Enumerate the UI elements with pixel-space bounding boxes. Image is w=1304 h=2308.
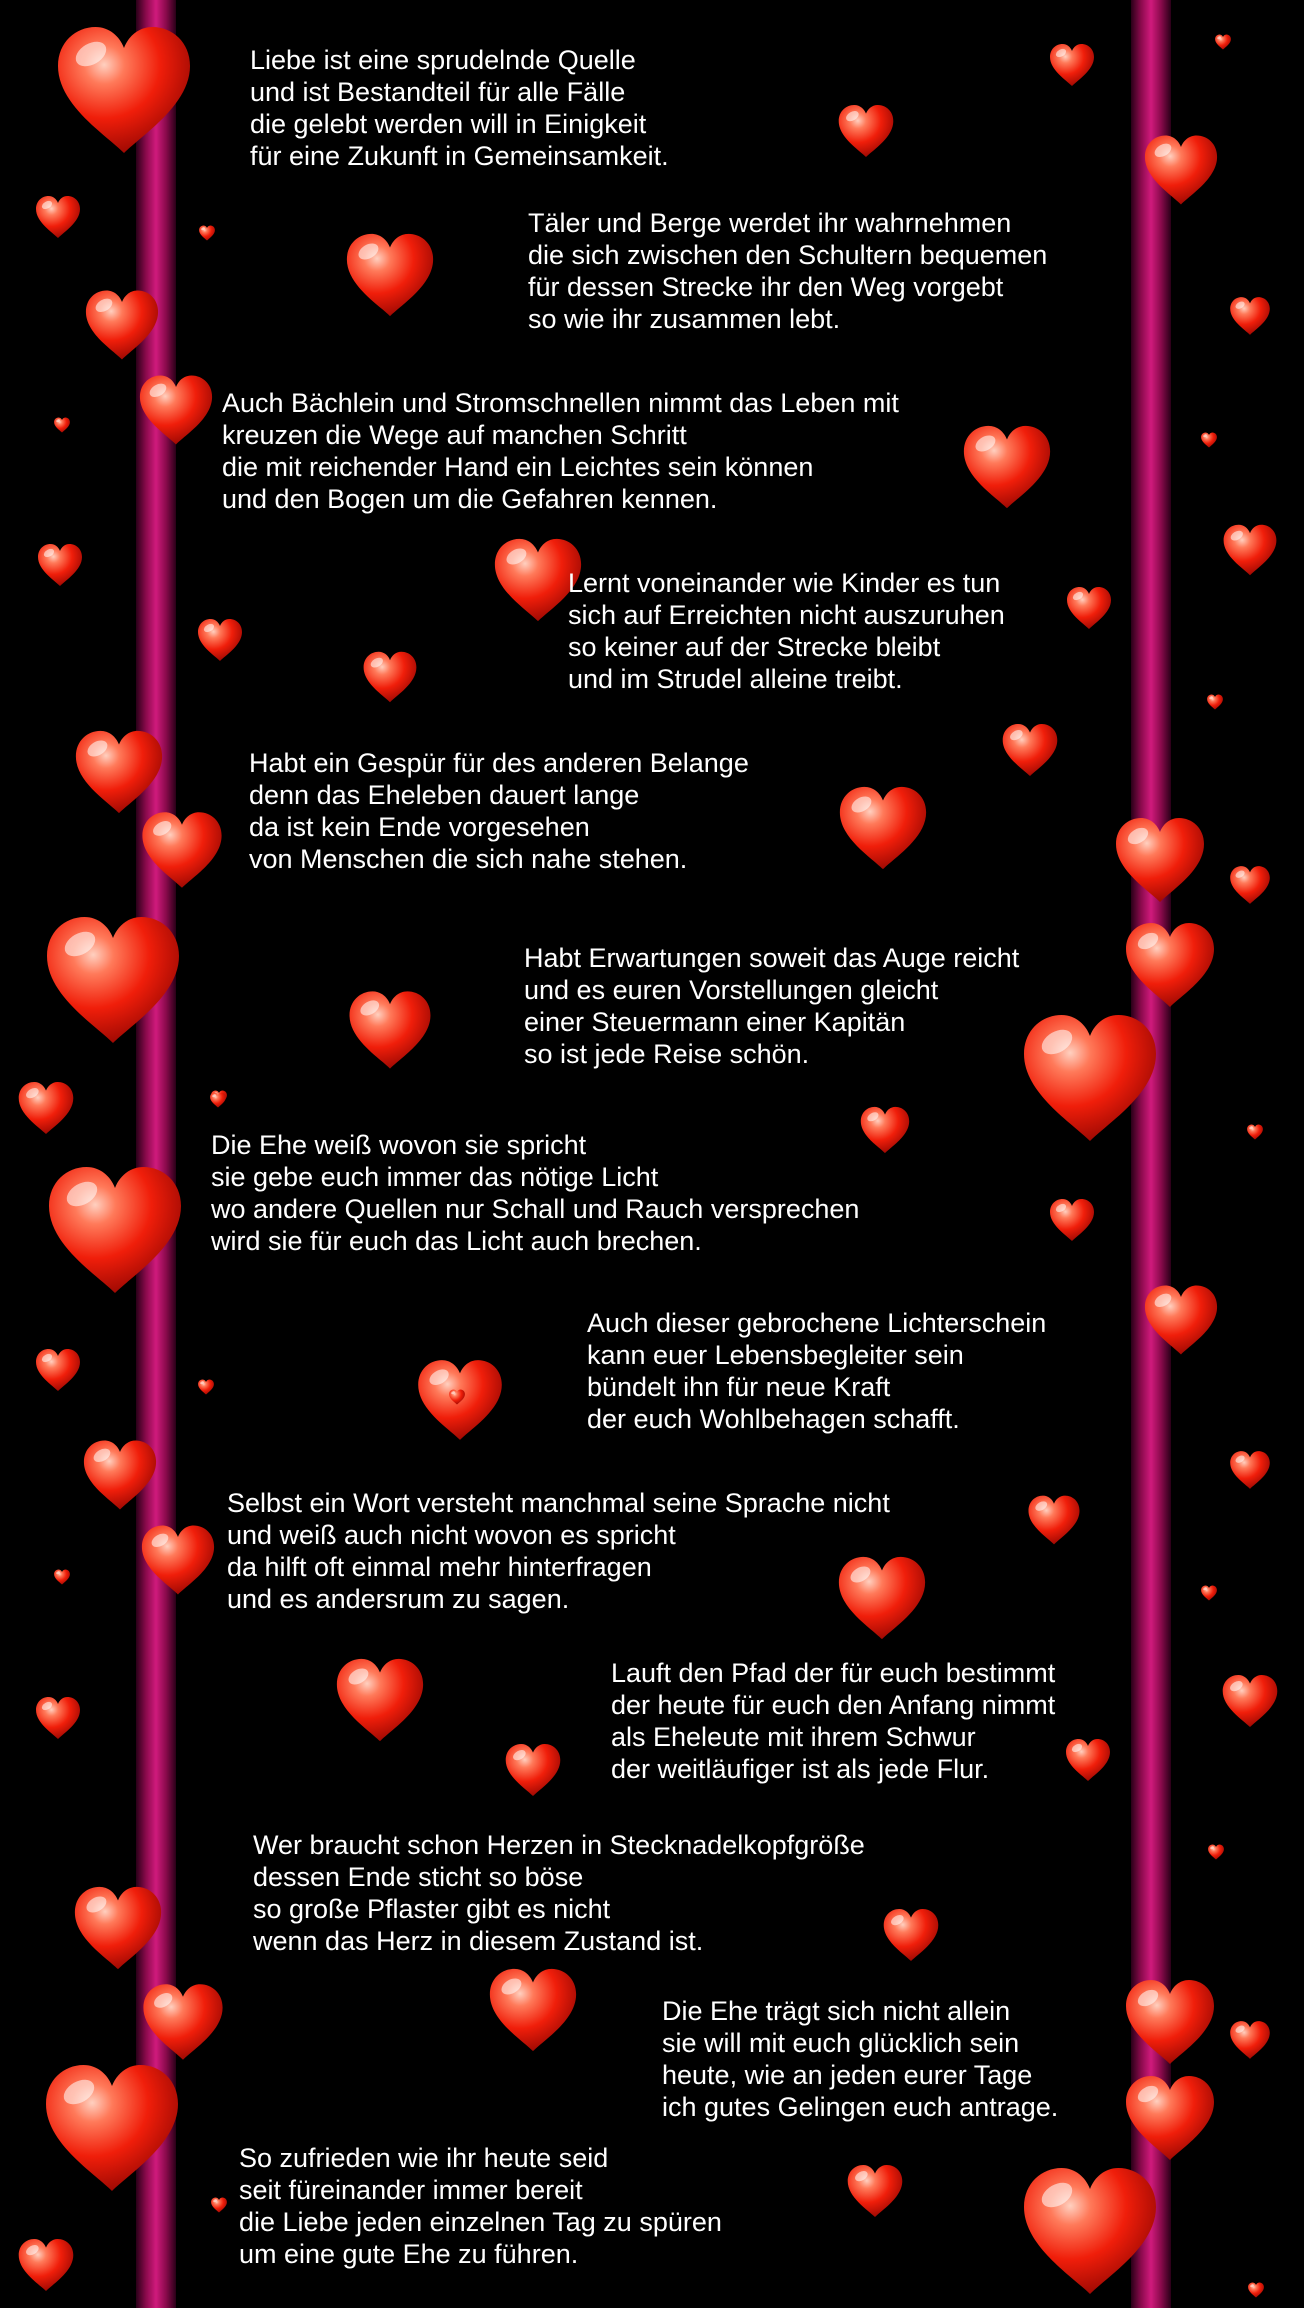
heart-icon bbox=[1145, 136, 1217, 205]
heart-icon bbox=[1003, 724, 1058, 776]
heart-icon bbox=[1066, 1739, 1110, 1781]
poem-line: Habt ein Gespür für des anderen Belange bbox=[249, 748, 749, 778]
heart-icon bbox=[1208, 1844, 1224, 1859]
heart-icon bbox=[1126, 1980, 1214, 2064]
poem-line: der euch Wohlbehagen schafft. bbox=[587, 1404, 960, 1434]
stanza-13 bbox=[239, 2142, 722, 2270]
poem-line: als Eheleute mit ihrem Schwur bbox=[611, 1722, 976, 1752]
stanza-2 bbox=[528, 207, 1047, 335]
heart-icon bbox=[49, 1167, 181, 1293]
heart-icon bbox=[839, 105, 894, 157]
poem-line: seit füreinander immer bereit bbox=[239, 2175, 583, 2205]
heart-icon bbox=[1224, 525, 1277, 575]
poem-line: die sich zwischen den Schultern bequemen bbox=[528, 240, 1048, 270]
poem-line: für eine Zukunft in Gemeinsamkeit. bbox=[250, 141, 669, 171]
heart-icon bbox=[1230, 2021, 1270, 2059]
heart-icon bbox=[84, 1441, 156, 1510]
heart-icon bbox=[1201, 432, 1217, 447]
heart-icon bbox=[884, 1909, 939, 1961]
heart-icon bbox=[1024, 2168, 1156, 2294]
heart-icon bbox=[861, 1107, 909, 1153]
poem-line: so keiner auf der Strecke bleibt bbox=[568, 632, 941, 662]
stanza-5 bbox=[249, 747, 749, 875]
heart-icon bbox=[1126, 2076, 1214, 2160]
poem-line: Wer braucht schon Herzen in Stecknadelkopfgröße bbox=[253, 1830, 865, 1860]
heart-icon bbox=[1248, 2282, 1264, 2297]
heart-icon bbox=[506, 1744, 561, 1796]
poem-line: da hilft oft einmal mehr hinterfragen bbox=[227, 1552, 652, 1582]
heart-icon bbox=[1247, 1124, 1263, 1139]
heart-icon bbox=[140, 376, 212, 445]
poem-line: und im Strudel alleine treibt. bbox=[568, 664, 903, 694]
poem-line: Auch dieser gebrochene Lichterschein bbox=[587, 1308, 1047, 1338]
stanza-1 bbox=[250, 44, 669, 172]
stanza-12 bbox=[662, 1995, 1058, 2123]
poem-line: und den Bogen um die Gefahren kennen. bbox=[222, 484, 718, 514]
heart-icon bbox=[1230, 1451, 1270, 1489]
stanza-6 bbox=[524, 942, 1019, 1070]
poem-line: der weitläufiger ist als jede Flur. bbox=[611, 1754, 990, 1784]
poem-line: Die Ehe weiß wovon sie spricht bbox=[211, 1130, 587, 1160]
heart-icon bbox=[36, 196, 80, 238]
poem-line: von Menschen die sich nahe stehen. bbox=[249, 844, 688, 874]
poem-line: so große Pflaster gibt es nicht bbox=[253, 1894, 611, 1924]
poem-line: die Liebe jeden einzelnen Tag zu spüren bbox=[239, 2207, 722, 2237]
heart-icon bbox=[1230, 297, 1270, 335]
poem-line: Die Ehe trägt sich nicht allein bbox=[662, 1996, 1011, 2026]
poem-line: so ist jede Reise schön. bbox=[524, 1039, 810, 1069]
poem-line: und ist Bestandteil für alle Fälle bbox=[250, 77, 626, 107]
heart-icon bbox=[337, 1659, 423, 1741]
stanza-11 bbox=[253, 1829, 865, 1957]
stanza-8 bbox=[587, 1307, 1046, 1435]
poem-line: wo andere Quellen nur Schall und Rauch versprechen bbox=[211, 1194, 860, 1224]
heart-icon bbox=[38, 544, 82, 586]
poem-line: wird sie für euch das Licht auch brechen. bbox=[211, 1226, 702, 1256]
heart-icon bbox=[1223, 1675, 1278, 1727]
poem-line: für dessen Strecke ihr den Weg vorgebt bbox=[528, 272, 1004, 302]
poem-line: die gelebt werden will in Einigkeit bbox=[250, 109, 647, 139]
heart-icon bbox=[964, 426, 1050, 508]
heart-icon bbox=[1116, 818, 1204, 902]
poem-line: wenn das Herz in diesem Zustand ist. bbox=[253, 1926, 704, 1956]
heart-icon bbox=[1050, 44, 1094, 86]
heart-icon bbox=[1067, 587, 1111, 629]
heart-icon bbox=[142, 812, 221, 888]
heart-icon bbox=[47, 917, 179, 1043]
poem-line: die mit reichender Hand ein Leichtes sein können bbox=[222, 452, 814, 482]
stanza-10 bbox=[611, 1657, 1055, 1785]
poem-line: kann euer Lebensbegleiter sein bbox=[587, 1340, 964, 1370]
heart-icon bbox=[54, 417, 70, 432]
poem-line: bündelt ihn für neue Kraft bbox=[587, 1372, 891, 1402]
heart-icon bbox=[1145, 1286, 1217, 1355]
poem-line: sich auf Erreichten nicht auszuruhen bbox=[568, 600, 1005, 630]
heart-icon bbox=[75, 1887, 161, 1969]
poem-line: da ist kein Ende vorgesehen bbox=[249, 812, 590, 842]
poem-line: dessen Ende sticht so böse bbox=[253, 1862, 584, 1892]
poem-line: heute, wie an jeden eurer Tage bbox=[662, 2060, 1033, 2090]
poem-line: So zufrieden wie ihr heute seid bbox=[239, 2143, 609, 2173]
poem-line: um eine gute Ehe zu führen. bbox=[239, 2239, 579, 2269]
heart-icon bbox=[36, 1697, 80, 1739]
heart-icon bbox=[19, 2239, 74, 2291]
heart-icon bbox=[1207, 694, 1223, 709]
heart-icon bbox=[364, 652, 417, 702]
poem-line: Selbst ein Wort versteht manchmal seine Sprache nicht bbox=[227, 1488, 890, 1518]
poem-line: ich gutes Gelingen euch antrage. bbox=[662, 2092, 1059, 2122]
heart-icon bbox=[36, 1349, 80, 1391]
heart-icon bbox=[490, 1969, 576, 2051]
poem-line: Lauft den Pfad der für euch bestimmt bbox=[611, 1658, 1056, 1688]
heart-icon bbox=[1126, 923, 1214, 1007]
heart-icon bbox=[46, 2065, 178, 2191]
heart-icon bbox=[54, 1569, 70, 1584]
heart-icon bbox=[1050, 1199, 1094, 1241]
heart-icon bbox=[76, 731, 162, 813]
stanza-9 bbox=[227, 1487, 890, 1615]
poem-line: und es andersrum zu sagen. bbox=[227, 1584, 570, 1614]
heart-icon bbox=[848, 2165, 903, 2217]
heart-icon bbox=[347, 234, 433, 316]
poem-line: der heute für euch den Anfang nimmt bbox=[611, 1690, 1056, 1720]
heart-icon bbox=[840, 787, 926, 869]
poem-line: Auch Bächlein und Stromschnellen nimmt das Leben mit bbox=[222, 388, 899, 418]
poem-line: einer Steuermann einer Kapitän bbox=[524, 1007, 906, 1037]
poem-line: so wie ihr zusammen lebt. bbox=[528, 304, 841, 334]
heart-icon bbox=[58, 27, 190, 153]
heart-icon bbox=[86, 291, 158, 360]
heart-icon bbox=[142, 1526, 214, 1595]
poem-line: Lernt voneinander wie Kinder es tun bbox=[568, 568, 1001, 598]
heart-icon bbox=[211, 2197, 227, 2212]
heart-icon bbox=[1201, 1585, 1217, 1600]
poem-line: sie gebe euch immer das nötige Licht bbox=[211, 1162, 659, 1192]
poem-line: Täler und Berge werdet ihr wahrnehmen bbox=[528, 208, 1012, 238]
heart-icon bbox=[198, 619, 242, 661]
heart-icon bbox=[19, 1082, 74, 1134]
poem-line: Liebe ist eine sprudelnde Quelle bbox=[250, 45, 636, 75]
heart-icon bbox=[1024, 1015, 1156, 1141]
heart-icon bbox=[1230, 866, 1270, 904]
heart-icon bbox=[1215, 34, 1231, 49]
stanza-3 bbox=[222, 387, 899, 515]
poem-line: sie will mit euch glücklich sein bbox=[662, 2028, 1020, 2058]
heart-icon bbox=[1028, 1496, 1079, 1545]
heart-icon bbox=[198, 1379, 214, 1394]
heart-icon bbox=[350, 991, 431, 1068]
poem-line: kreuzen die Wege auf manchen Schritt bbox=[222, 420, 687, 450]
poem-line: und weiß auch nicht wovon es spricht bbox=[227, 1520, 676, 1550]
heart-icon bbox=[143, 1984, 222, 2060]
poem-line: Habt Erwartungen soweit das Auge reicht bbox=[524, 943, 1020, 973]
poem-line: und es euren Vorstellungen gleicht bbox=[524, 975, 939, 1005]
heart-icon bbox=[199, 225, 215, 240]
stanza-4 bbox=[568, 567, 1005, 695]
poem-line: denn das Eheleben dauert lange bbox=[249, 780, 640, 810]
stanza-7 bbox=[211, 1129, 859, 1257]
